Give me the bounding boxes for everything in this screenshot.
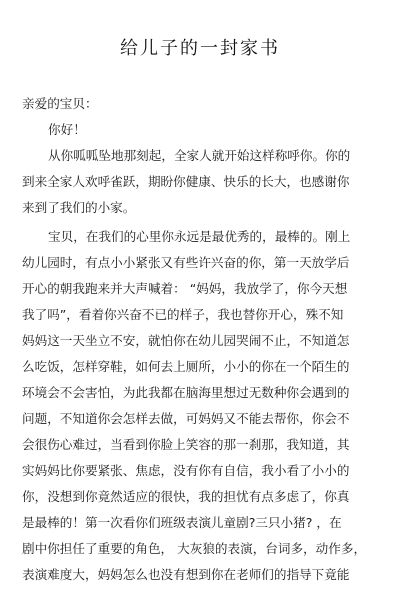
body-line: 妈妈这一天坐立不安，就怕你在幼儿园哭闹不止，不知道怎	[22, 333, 350, 348]
body-line: 宝贝，在我们的心里你永远是最优秀的，最棒的。刚上	[48, 229, 351, 244]
body-line: 剧中你担任了重要的角色， 大灰狼的表演，台词多，动作多，	[22, 541, 367, 556]
salutation-line: 亲爱的宝贝：	[22, 96, 98, 111]
body-line: 实妈妈比你要紧张、焦虑，没有你有自信，我小看了小小的	[22, 463, 350, 478]
body-line: 幼儿园时，有点小小紧张又有些许兴奋的你，第一天放学后	[22, 255, 350, 270]
body-line: 我了吗”，看着你兴奋不已的样子，我也替你开心，殊不知	[22, 307, 344, 322]
body-line: 你，没想到你竟然适应的很快，我的担忧有点多虑了，你真	[22, 489, 350, 504]
body-line: 开心的朝我跑来并大声喊着： “妈妈，我放学了，你今天想	[22, 281, 348, 296]
body-line: 么吃饭，怎样穿鞋，如何去上厕所，小小的你在一个陌生的	[22, 359, 350, 374]
greeting-line: 你好！	[48, 122, 86, 137]
document-title: 给儿子的一封家书	[120, 38, 280, 59]
body-line: 来到了我们的小家。	[22, 200, 136, 215]
body-line: 会很伤心难过，当看到你脸上笑容的那一刹那，我知道，其	[22, 437, 350, 452]
body-line: 环境会不会害怕，为此我都在脑海里想过无数种你会遇到的	[22, 385, 350, 400]
body-line: 问题，不知道你会怎样去做，可妈妈又不能去帮你，你会不	[22, 411, 350, 426]
body-line: 从你呱呱坠地那刻起，全家人就开始这样称呼你。你的	[48, 148, 351, 163]
body-line: 表演难度大，妈妈怎么也没有想到你在老师们的指导下竟能	[22, 567, 350, 582]
body-line: 是最棒的！第一次看你们班级表演儿童剧?三只小猪? ，在	[22, 515, 342, 530]
body-line: 到来全家人欢呼雀跃，期盼你健康、快乐的长大，也感谢你	[22, 174, 350, 189]
